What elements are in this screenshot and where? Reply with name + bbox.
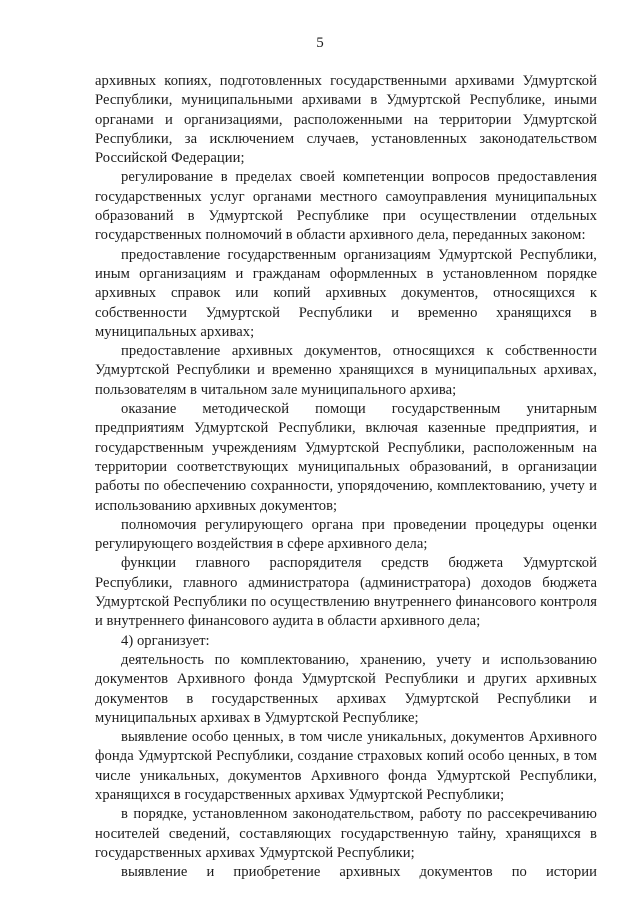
paragraph-budget-functions: функции главного распорядителя средств бюджета Удмуртской Республики, главного администратора (администратора) доходов бюджета Удмуртской Республики по осуществлению внутреннего финансового контроля и внутреннего финансового аудита в области архивного дела; — [95, 555, 597, 630]
document-body — [95, 72, 597, 882]
paragraph-regulatory-authority: полномочия регулирующего органа при проведении процедуры оценки регулирующего воздействия в сфере архивного дела; — [95, 516, 597, 553]
paragraph-acquisition-storage: деятельность по комплектованию, хранению, учету и использованию документов Архивного фонда Удмуртской Республики и других архивных документов в государственных архивах Удмуртской Республики и муниципальных архивах в Удмуртской Республике; — [95, 651, 597, 726]
paragraph-archival-certificates: предоставление государственным организациям Удмуртской Республики, иным организациям и гражданам оформленных в установленном порядке архивных справок или копий архивных документов, относящихся к собственности Удмуртской Республики и временно хранящихся в муниципальных архивах; — [95, 246, 597, 340]
paragraph-continuation: архивных копиях, подготовленных государственными архивами Удмуртской Республики, муниципальными архивами в Удмуртской Республике, иными органами и организациями, расположенными на территории Удмуртской Республики, за исключением случаев, установленных законодательством Российской Федерации; — [95, 73, 597, 167]
page-number: 5 — [316, 35, 324, 51]
paragraph-acquisition-history: выявление и приобретение архивных документов по истории — [121, 864, 597, 881]
paragraph-methodical-help: оказание методической помощи государственным унитарным предприятиям Удмуртской Республики, включая казенные предприятия, и государственным учреждениям Удмуртской Республики, расположенным на территории соответствующих муниципальных образований, в организации работы по обеспечению сохранности, упорядочению, комплектованию, учету и использованию архивных документов; — [95, 401, 597, 514]
paragraph-section-organizes: 4) организует: — [121, 632, 210, 649]
paragraph-regulation: регулирование в пределах своей компетенции вопросов предоставления государственных услуг органами местного самоуправления муниципальных образований в Удмуртской Республике при осуществлении отдельных государственных полномочий в области архивного дела, переданных законом: — [95, 169, 597, 244]
paragraph-reading-room: предоставление архивных документов, относящихся к собственности Удмуртской Республики и временно хранящихся в муниципальных архивах, пользователям в читальном зале муниципального архива; — [95, 343, 597, 398]
paragraph-declassification: в порядке, установленном законодательством, работу по рассекречиванию носителей сведений, составляющих государственную тайну, хранящихся в государственных архивах Удмуртской Республики; — [95, 806, 597, 861]
paragraph-valuable-documents: выявление особо ценных, в том числе уникальных, документов Архивного фонда Удмуртской Республики, создание страховых копий особо ценных, в том числе уникальных, документов Архивного фонда Удмуртской Республики, хранящихся в государственных архивах Удмуртской Республики; — [95, 729, 597, 803]
